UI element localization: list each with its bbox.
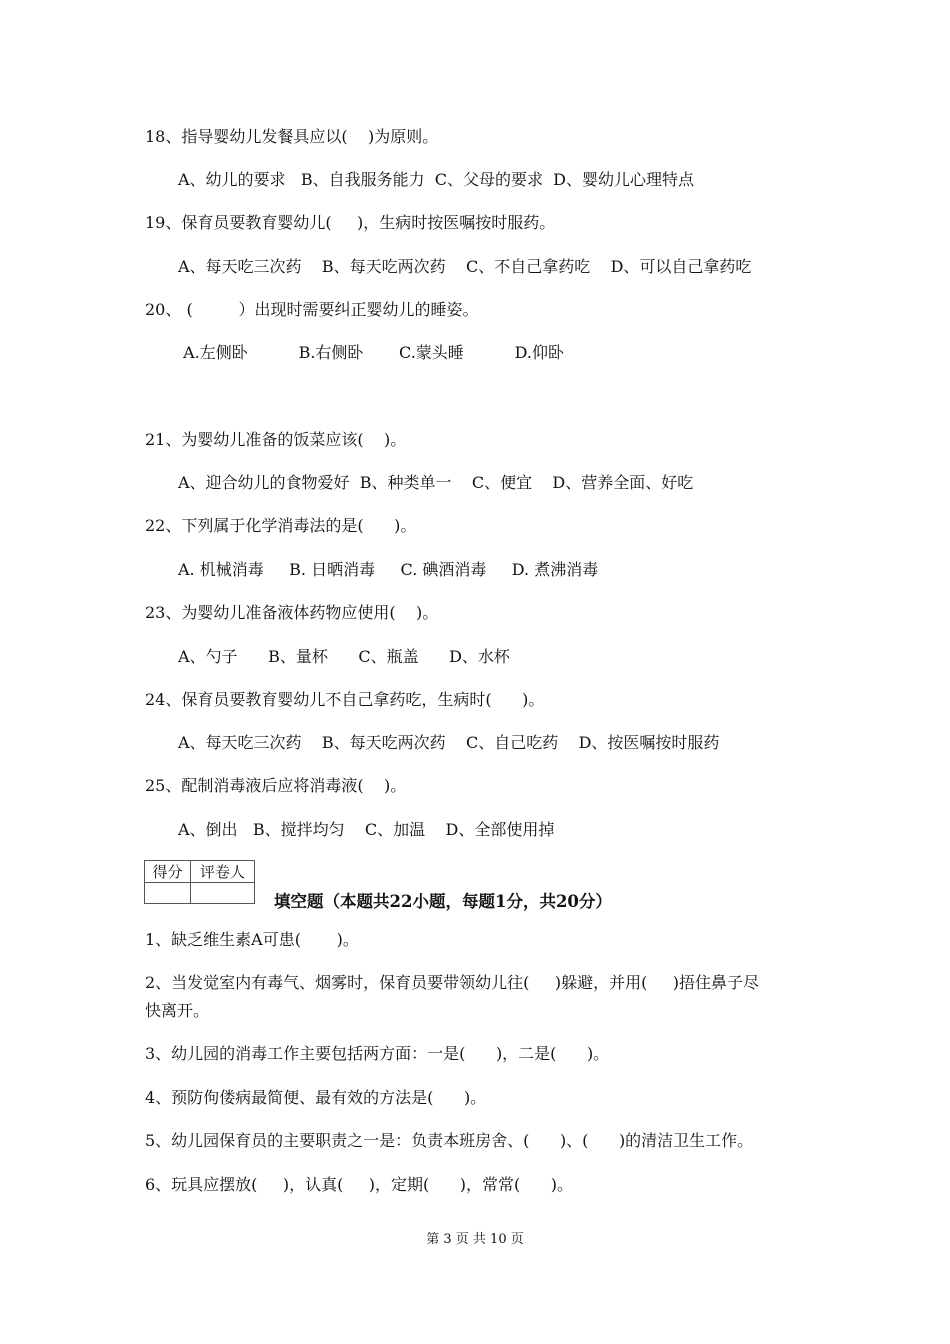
score-label: 得分 [145, 861, 191, 883]
fill-question-3: 3、幼儿园的消毒工作主要包括两方面：一是( )，二是( )。 [145, 1044, 610, 1063]
question-options: A、倒出 B、搅拌均匀 C、加温 D、全部使用掉 [178, 820, 555, 839]
question-stem: 25、配制消毒液后应将消毒液( )。 [145, 776, 407, 795]
page-footer: 第 3 页 共 10 页 [426, 1232, 524, 1247]
question-stem: 20、 ( ）出现时需要纠正婴幼儿的睡姿。 [145, 300, 479, 319]
question-stem: 23、为婴幼儿准备液体药物应使用( )。 [145, 603, 439, 622]
question-options: A、幼儿的要求 B、自我服务能力 C、父母的要求 D、婴幼儿心理特点 [178, 170, 694, 189]
question-options: A.左侧卧 B.右侧卧 C.蒙头睡 D.仰卧 [178, 343, 564, 362]
question-options: A. 机械消毒 B. 日晒消毒 C. 碘酒消毒 D. 煮沸消毒 [178, 560, 599, 579]
question-options: A、每天吃三次药 B、每天吃两次药 C、自己吃药 D、按医嘱按时服药 [178, 733, 720, 752]
fill-question-6: 6、玩具应摆放( )，认真( )，定期( )，常常( )。 [145, 1175, 574, 1194]
question-options: A、每天吃三次药 B、每天吃两次药 C、不自己拿药吃 D、可以自己拿药吃 [178, 257, 752, 276]
question-stem: 19、保育员要教育婴幼儿( )，生病时按医嘱按时服药。 [145, 213, 556, 232]
question-stem: 22、下列属于化学消毒法的是( )。 [145, 516, 417, 535]
question-options: A、迎合幼儿的食物爱好 B、种类单一 C、便宜 D、营养全面、好吃 [178, 473, 694, 492]
fill-question-1: 1、缺乏维生素A可患( )。 [145, 930, 359, 949]
grader-cell [191, 883, 255, 904]
score-cell [145, 883, 191, 904]
fill-question-4: 4、预防佝偻病最简便、最有效的方法是( )。 [145, 1088, 487, 1107]
grader-label: 评卷人 [191, 861, 255, 883]
fill-question-2-cont: 快离开。 [145, 1001, 210, 1020]
question-stem: 21、为婴幼儿准备的饭菜应该( )。 [145, 430, 407, 449]
question-stem: 24、保育员要教育婴幼儿不自己拿药吃，生病时( )。 [145, 690, 545, 709]
question-stem: 18、指导婴幼儿发餐具应以( )为原则。 [145, 127, 439, 146]
question-options: A、勺子 B、量杯 C、瓶盖 D、水杯 [178, 647, 510, 666]
fill-question-2: 2、当发觉室内有毒气、烟雾时，保育员要带领幼儿往( )躲避，并用( )捂住鼻子尽 [145, 973, 760, 992]
section-title: 填空题（本题共22小题，每题1分，共20分） [274, 892, 612, 911]
score-table [144, 860, 255, 904]
fill-question-5: 5、幼儿园保育员的主要职责之一是：负责本班房舍、( )、( )的清洁卫生工作。 [145, 1131, 754, 1150]
